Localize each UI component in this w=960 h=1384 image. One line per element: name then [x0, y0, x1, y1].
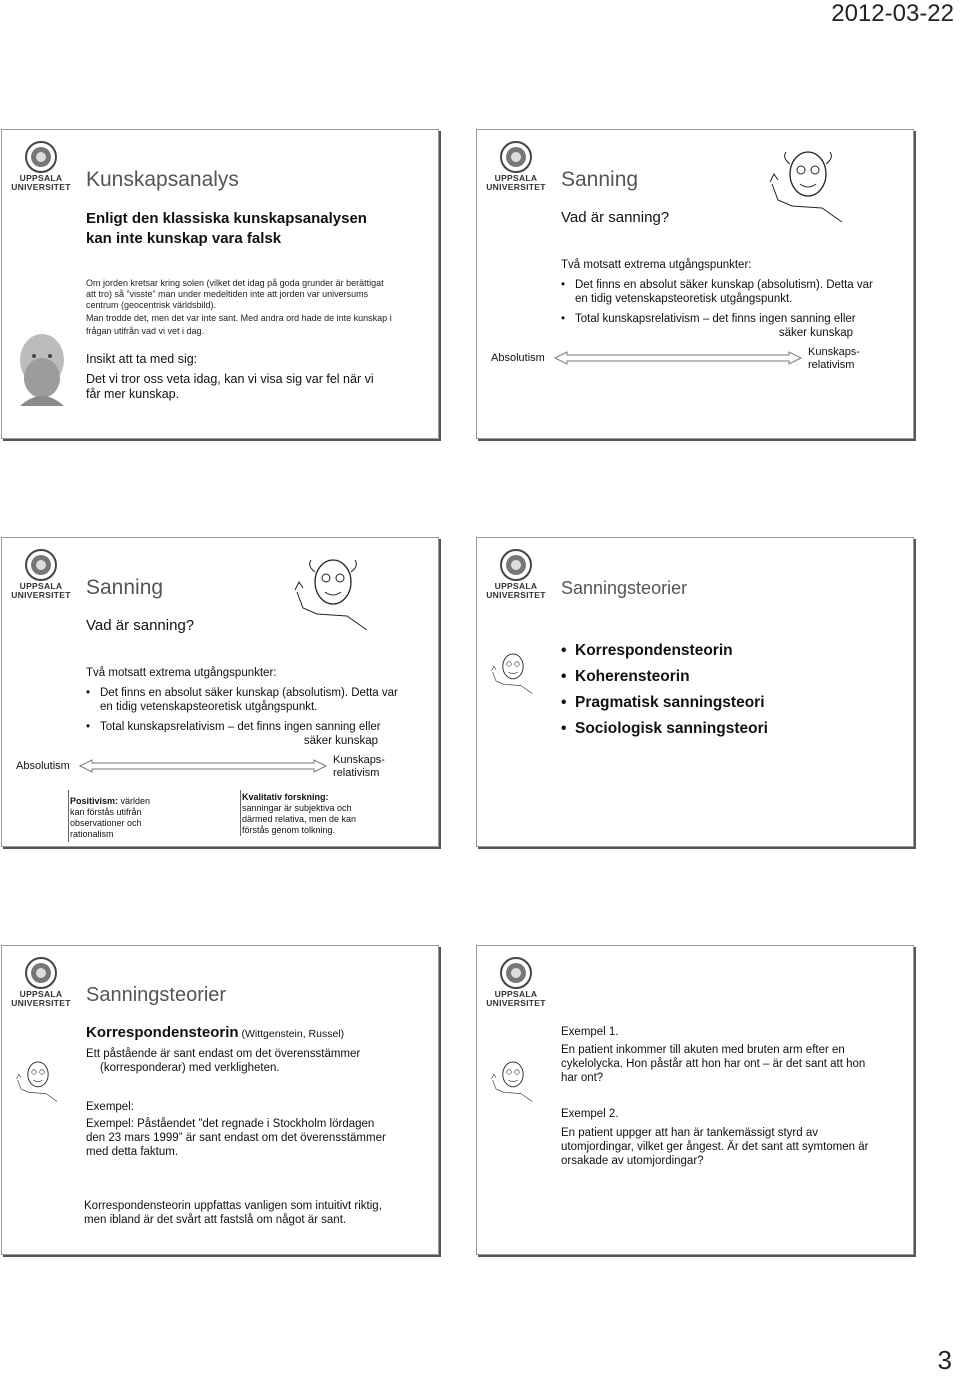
logo-line1: UPPSALA [19, 989, 63, 999]
paragraph-2: Man trodde det, men det var inte sant. Med andra ord hade de inte kunskap i frågan utifrån vad vi vet i dag. [86, 313, 392, 336]
double-arrow [553, 350, 803, 366]
relativism-label-line-1: Kunskaps- [333, 754, 385, 766]
professor-cartoon-image [287, 552, 379, 632]
qualitative-text: sanningar är subjektiva och därmed relativa, men de kan förstås genom tolkning. [242, 803, 357, 835]
question-text: Vad är sanning? [86, 617, 195, 634]
theory-list [561, 638, 768, 742]
paragraph-3: Insikt att ta med sig: [86, 352, 198, 366]
university-logo [485, 140, 547, 192]
heading-line-1: Enligt den klassiska kunskapsanalysen [86, 210, 367, 227]
bullet-relativism-line-1: Total kunskapsrelativism – det finns ingen sanning eller [575, 313, 856, 325]
relativism-label-line-2: relativism [333, 767, 380, 779]
page-number: 3 [937, 1345, 952, 1375]
relativism-label-line-1: Kunskaps- [808, 346, 860, 358]
positivism-text: världen kan förstås utifrån observationer och rationalism [70, 796, 151, 839]
relativism-label [333, 754, 385, 780]
logo-line2: UNIVERSITET [486, 590, 546, 600]
slide-title: Sanningsteorier [86, 984, 227, 1006]
bullet-list [561, 278, 881, 340]
intro-text: Två motsatt extrema utgångspunkter: [86, 667, 277, 679]
logo-line2: UNIVERSITET [11, 590, 71, 600]
bullet-relativism [561, 312, 881, 340]
bullet-relativism-line-1: Total kunskapsrelativism – det finns ingen sanning eller [100, 721, 381, 733]
professor-cartoon-image [487, 1054, 539, 1106]
absolutism-label: Absolutism [16, 760, 70, 772]
theory-item-1: • Korrespondensteorin [561, 638, 768, 664]
example-label: Exempel: [86, 1101, 134, 1113]
slide-kunskapsanalys [1, 129, 439, 439]
theory-item-3: • Pragmatisk sanningsteori [561, 690, 768, 716]
theory-heading [86, 1024, 344, 1042]
example-1-title: Exempel 1. [561, 1026, 619, 1038]
bullet-relativism-line-2: säker kunskap [778, 327, 853, 339]
theory-heading-name: Korrespondensteorin [86, 1024, 239, 1041]
seal-icon [499, 548, 533, 582]
slide-examples [476, 945, 914, 1255]
professor-cartoon-image [12, 1054, 64, 1106]
paragraph-4: Det vi tror oss veta idag, kan vi visa sig var fel när vi får mer kunskap. [86, 372, 374, 401]
definition-line-1: Ett påstående är sant endast om det överensstämmer [86, 1048, 361, 1060]
logo-line2: UNIVERSITET [486, 182, 546, 192]
slide-heading [86, 209, 367, 249]
slide-sanningsteorier-1 [476, 537, 914, 847]
definition-text [86, 1047, 360, 1075]
bullet-list [86, 686, 406, 748]
logo-line1: UPPSALA [19, 173, 63, 183]
university-logo [485, 956, 547, 1008]
theory-item-2: • Koherensteorin [561, 664, 768, 690]
slide-title: Kunskapsanalys [86, 168, 239, 191]
university-logo [10, 548, 72, 600]
bullet-relativism-line-2: säker kunskap [303, 735, 378, 747]
seal-icon [24, 956, 58, 990]
double-arrow [78, 758, 328, 774]
positivism-note [70, 796, 162, 840]
logo-line1: UPPSALA [494, 173, 538, 183]
example-text: Exempel: Påståendet ”det regnade i Stockholm lördagen den 23 mars 1999” är sant endast om det överensstämmer med detta faktum. [86, 1118, 386, 1158]
logo-line2: UNIVERSITET [11, 998, 71, 1008]
logo-line1: UPPSALA [494, 581, 538, 591]
seal-icon [24, 548, 58, 582]
example-2-title: Exempel 2. [561, 1108, 619, 1120]
heading-line-2: kan inte kunskap vara falsk [86, 230, 282, 247]
logo-line1: UPPSALA [494, 989, 538, 999]
relativism-label [808, 346, 860, 372]
question-text: Vad är sanning? [561, 209, 670, 226]
slide-title: Sanningsteorier [561, 578, 688, 598]
qualitative-note [242, 792, 366, 836]
qualitative-label: Kvalitativ forskning: [242, 792, 329, 802]
university-logo [10, 140, 72, 192]
professor-cartoon-image [762, 144, 854, 224]
example-2-text: En patient uppger att han är tankemässigt styrd av utomjordingar, vilket ger ångest. Är det sant att symtomen är orsakade av utomjordingar? [561, 1127, 869, 1167]
university-logo [10, 956, 72, 1008]
slide-title: Sanning [86, 576, 164, 599]
plato-bust-image [10, 330, 74, 406]
header-date: 2012-03-22 [831, 0, 954, 27]
bullet-relativism [86, 720, 406, 748]
summary-text: Korrespondensteorin uppfattas vanligen som intuitivt riktig, men ibland är det svårt att fastslå om något är sant. [84, 1200, 382, 1226]
relativism-label-line-2: relativism [808, 359, 855, 371]
theory-heading-note: (Wittgenstein, Russel) [238, 1028, 345, 1040]
positivism-label: Positivism: [70, 796, 119, 806]
paragraph-1: Om jorden kretsar kring solen (vilket det idag på goda grunder är berättigat att tro) så ”visste” man under medeltiden inte att jorden var universums centrum (geocentrisk världsbild). [86, 278, 384, 310]
bullet-absolutism: • Det finns en absolut säker kunskap (absolutism). Detta var en tidig vetenskapsteoretisk utgångspunkt. [561, 278, 881, 306]
divider-left [68, 790, 69, 842]
professor-cartoon-image [487, 646, 539, 698]
logo-line2: UNIVERSITET [11, 182, 71, 192]
example-1-text: En patient inkommer till akuten med bruten arm efter en cykelolycka. Hon påstår att hon har ont – är det sant att hon har ont? [561, 1044, 866, 1084]
logo-line1: UPPSALA [19, 581, 63, 591]
seal-icon [24, 140, 58, 174]
logo-line2: UNIVERSITET [486, 998, 546, 1008]
university-logo [485, 548, 547, 600]
definition-line-2: (korresponderar) med verkligheten. [100, 1062, 280, 1074]
seal-icon [499, 140, 533, 174]
slide-title: Sanning [561, 168, 639, 191]
theory-item-4: • Sociologisk sanningsteori [561, 716, 768, 742]
slide-sanning-2 [1, 537, 439, 847]
bullet-absolutism: • Det finns en absolut säker kunskap (absolutism). Detta var en tidig vetenskapsteoretisk utgångspunkt. [86, 686, 406, 714]
absolutism-label: Absolutism [491, 352, 545, 364]
seal-icon [499, 956, 533, 990]
slide-sanning-1 [476, 129, 914, 439]
intro-text: Två motsatt extrema utgångspunkter: [561, 259, 752, 271]
divider-right [240, 790, 241, 836]
